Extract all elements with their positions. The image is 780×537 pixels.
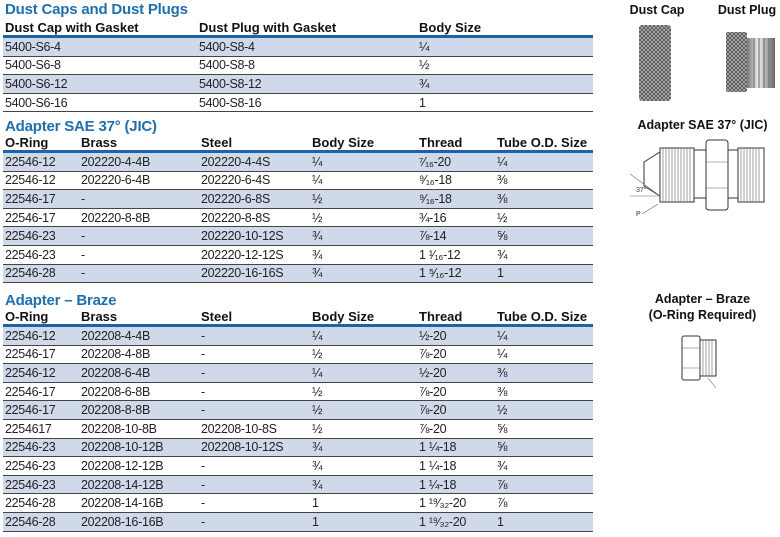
table-cell: ¼: [495, 152, 593, 172]
table-cell: 22546-28: [3, 264, 79, 283]
table-cell: ¼: [495, 345, 593, 364]
table-cell: 202208-6-8B: [79, 382, 199, 401]
table-cell: 202208-4-4B: [79, 326, 199, 346]
table-cell: ¾: [310, 457, 417, 476]
table-cell: 202220-16-16S: [199, 264, 310, 283]
table-row: [3, 494, 593, 513]
table-cell: ⅞-20: [417, 382, 495, 401]
table-cell: 2254617: [3, 419, 79, 438]
table-cell: 22546-12: [3, 326, 79, 346]
column-header: Body Size: [310, 134, 417, 152]
table-cell: 1 ⁵⁄₁₆-12: [417, 264, 495, 283]
table-cell: 1 ¼-18: [417, 475, 495, 494]
table-cell: 22546-17: [3, 208, 79, 227]
table-cell: ½: [310, 401, 417, 420]
table-row: [3, 457, 593, 476]
table-cell: ¼: [310, 171, 417, 190]
section-title-dust-caps: Dust Caps and Dust Plugs: [5, 1, 188, 18]
table-row: [3, 152, 593, 172]
column-header: O-Ring: [3, 134, 79, 152]
column-header: Steel: [199, 308, 310, 326]
table-cell: 22546-23: [3, 475, 79, 494]
table-row: [3, 345, 593, 364]
table-cell: ¼: [310, 152, 417, 172]
table-cell: -: [199, 494, 310, 513]
table-cell: 202220-6-4B: [79, 171, 199, 190]
table-cell: 202220-4-4B: [79, 152, 199, 172]
table-cell: ¾: [310, 264, 417, 283]
table-cell: ¼: [495, 326, 593, 346]
table-cell: ⅞-20: [417, 345, 495, 364]
table-row: [3, 475, 593, 494]
table-cell: -: [79, 245, 199, 264]
table-cell: 5400-S6-12: [3, 75, 197, 94]
table-cell: -: [199, 345, 310, 364]
table-cell: ¼: [310, 364, 417, 383]
table-cell: 1: [495, 264, 593, 283]
table-cell: ⅞-14: [417, 227, 495, 246]
table-cell: 1 ¹⁄₁₆-12: [417, 245, 495, 264]
table-cell: ⅞: [495, 494, 593, 513]
table-cell: ⁹⁄₁₆-18: [417, 190, 495, 209]
table-cell: 1 ¼-18: [417, 457, 495, 476]
adapter-braze-note: (O-Ring Required): [648, 308, 757, 322]
table-cell: 202220-4-4S: [199, 152, 310, 172]
table-cell: ¼: [417, 37, 593, 57]
table-row: [3, 419, 593, 438]
adapter-braze-drawing: [676, 328, 726, 394]
table-row: [3, 438, 593, 457]
table-cell: 202208-10-12B: [79, 438, 199, 457]
table-row: [3, 382, 593, 401]
table-cell: 5400-S6-8: [3, 56, 197, 75]
table-cell: 202208-8-8B: [79, 401, 199, 420]
table-cell: ¾: [417, 75, 593, 94]
section-title-adapter-braze: Adapter – Braze: [5, 292, 117, 309]
column-header: Body Size: [310, 308, 417, 326]
table-cell: 22546-17: [3, 382, 79, 401]
table-cell: 5400-S8-8: [197, 56, 417, 75]
table-cell: 1: [417, 93, 593, 112]
column-header: Dust Plug with Gasket: [197, 19, 417, 37]
section-title-adapter-jic: Adapter SAE 37° (JIC): [5, 118, 157, 135]
table-cell: -: [199, 457, 310, 476]
table-cell: -: [199, 364, 310, 383]
table-cell: 1: [495, 512, 593, 531]
table-cell: 1: [310, 494, 417, 513]
table-cell: ½: [310, 345, 417, 364]
adapter-jic-table: [3, 134, 593, 283]
dust-caps-table: [3, 19, 593, 112]
table-cell: ½: [310, 208, 417, 227]
table-cell: 22546-17: [3, 345, 79, 364]
table-cell: 5400-S8-4: [197, 37, 417, 57]
table-cell: 202208-14-16B: [79, 494, 199, 513]
column-header: Steel: [199, 134, 310, 152]
table-row: [3, 190, 593, 209]
table-cell: 202208-14-12B: [79, 475, 199, 494]
table-cell: 5400-S6-16: [3, 93, 197, 112]
table-cell: ½: [310, 190, 417, 209]
table-cell: 202220-10-12S: [199, 227, 310, 246]
table-cell: 5400-S6-4: [3, 37, 197, 57]
table-cell: ¾: [495, 245, 593, 264]
table-cell: ½: [310, 419, 417, 438]
adapter-jic-label: Adapter SAE 37° (JIC): [637, 118, 768, 132]
table-cell: ⅞-20: [417, 419, 495, 438]
table-cell: -: [79, 264, 199, 283]
table-cell: ⅝: [495, 419, 593, 438]
dust-plug-image: [722, 28, 778, 96]
table-cell: 22546-12: [3, 364, 79, 383]
adapter-jic-drawing: [630, 134, 770, 218]
table-cell: 202208-10-8B: [79, 419, 199, 438]
table-cell: 22546-23: [3, 438, 79, 457]
angle-label: 37°: [636, 187, 647, 194]
table-cell: ¾: [310, 438, 417, 457]
table-cell: 1 ¼-18: [417, 438, 495, 457]
table-cell: 202220-8-8B: [79, 208, 199, 227]
table-row: [3, 208, 593, 227]
column-header: O-Ring: [3, 308, 79, 326]
table-cell: ½: [310, 382, 417, 401]
table-row: [3, 56, 593, 75]
table-cell: 22546-12: [3, 152, 79, 172]
table-cell: ⅝: [495, 227, 593, 246]
table-cell: 202220-12-12S: [199, 245, 310, 264]
table-row: [3, 37, 593, 57]
table-cell: ½-20: [417, 364, 495, 383]
column-header: Thread: [417, 134, 495, 152]
table-cell: -: [199, 512, 310, 531]
table-cell: 202208-6-4B: [79, 364, 199, 383]
dust-plug-label: Dust Plug: [717, 3, 777, 17]
adapter-braze-table: [3, 308, 593, 532]
table-cell: -: [199, 382, 310, 401]
column-header: Thread: [417, 308, 495, 326]
table-row: [3, 326, 593, 346]
table-row: [3, 245, 593, 264]
table-cell: 202220-6-4S: [199, 171, 310, 190]
table-cell: 202208-16-16B: [79, 512, 199, 531]
table-row: [3, 364, 593, 383]
table-cell: -: [199, 475, 310, 494]
dust-cap-label: Dust Cap: [629, 3, 685, 17]
table-cell: 22546-17: [3, 401, 79, 420]
table-cell: -: [199, 326, 310, 346]
table-cell: ½: [495, 208, 593, 227]
dust-cap-image: [636, 22, 676, 104]
table-row: [3, 264, 593, 283]
table-cell: 22546-23: [3, 457, 79, 476]
table-cell: ¾: [495, 457, 593, 476]
table-cell: 1 ¹⁹⁄₃₂-20: [417, 494, 495, 513]
table-cell: 22546-28: [3, 512, 79, 531]
table-cell: 22546-23: [3, 245, 79, 264]
table-cell: ½: [417, 56, 593, 75]
table-cell: 5400-S8-12: [197, 75, 417, 94]
table-row: [3, 401, 593, 420]
table-cell: ⁹⁄₁₆-18: [417, 171, 495, 190]
port-label: P: [636, 211, 641, 218]
table-cell: ½-20: [417, 326, 495, 346]
adapter-braze-label: Adapter – Braze: [654, 292, 751, 306]
table-cell: ¼: [310, 326, 417, 346]
table-cell: -: [79, 227, 199, 246]
table-cell: ¾-16: [417, 208, 495, 227]
table-cell: ¾: [310, 245, 417, 264]
table-cell: 22546-23: [3, 227, 79, 246]
table-cell: 5400-S8-16: [197, 93, 417, 112]
column-header: Tube O.D. Size: [495, 134, 593, 152]
table-cell: 202208-12-12B: [79, 457, 199, 476]
table-cell: ⅜: [495, 364, 593, 383]
table-row: [3, 171, 593, 190]
table-row: [3, 93, 593, 112]
table-cell: ⁷⁄₁₆-20: [417, 152, 495, 172]
table-cell: 202220-8-8S: [199, 208, 310, 227]
column-header: Brass: [79, 308, 199, 326]
column-header: Body Size: [417, 19, 593, 37]
table-cell: 202208-10-8S: [199, 419, 310, 438]
table-cell: ⅞: [495, 475, 593, 494]
table-cell: 22546-12: [3, 171, 79, 190]
table-cell: ⅜: [495, 171, 593, 190]
table-cell: ¾: [310, 227, 417, 246]
column-header: Brass: [79, 134, 199, 152]
table-row: [3, 227, 593, 246]
table-cell: ⅜: [495, 382, 593, 401]
table-cell: -: [199, 401, 310, 420]
table-cell: 22546-17: [3, 190, 79, 209]
table-cell: 202220-6-8S: [199, 190, 310, 209]
column-header: Tube O.D. Size: [495, 308, 593, 326]
table-cell: ½: [495, 401, 593, 420]
table-cell: 1: [310, 512, 417, 531]
column-header: Dust Cap with Gasket: [3, 19, 197, 37]
table-cell: ⅞-20: [417, 401, 495, 420]
table-cell: ⅝: [495, 438, 593, 457]
table-cell: ⅜: [495, 190, 593, 209]
table-cell: 1 ¹⁹⁄₃₂-20: [417, 512, 495, 531]
table-row: [3, 512, 593, 531]
table-cell: -: [79, 190, 199, 209]
table-cell: 202208-10-12S: [199, 438, 310, 457]
table-row: [3, 75, 593, 94]
table-cell: ¾: [310, 475, 417, 494]
table-cell: 202208-4-8B: [79, 345, 199, 364]
table-cell: 22546-28: [3, 494, 79, 513]
